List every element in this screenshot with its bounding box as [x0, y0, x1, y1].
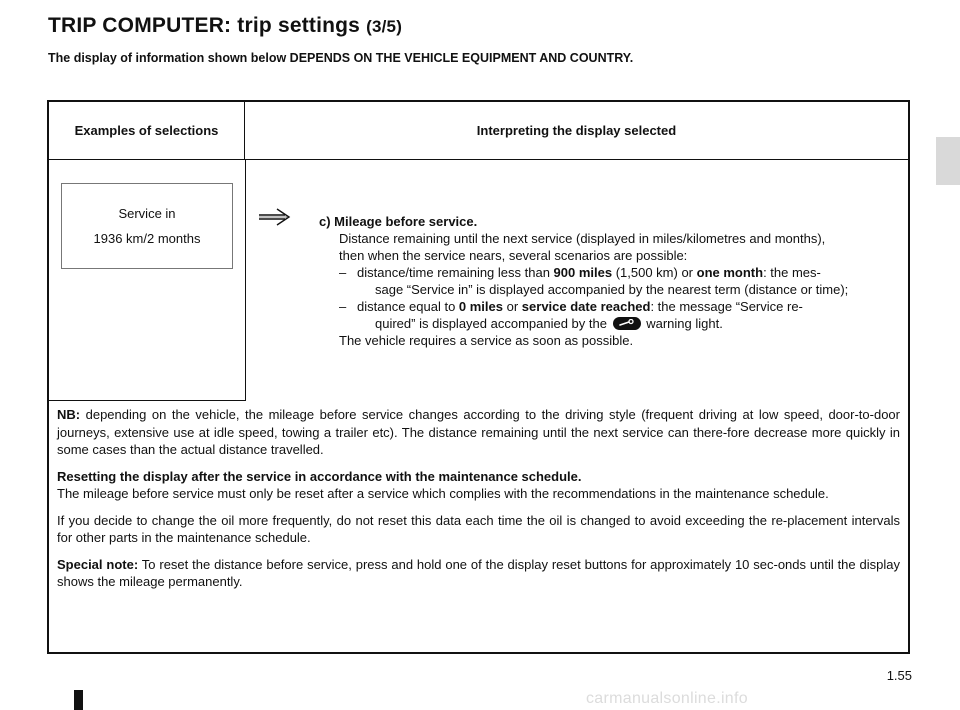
interpretation-content [319, 213, 909, 349]
intro-line-1: Distance remaining until the next service (displayed in miles/kilometres and months), [339, 231, 826, 246]
nb-text: depending on the vehicle, the mileage before service changes according to the driving style (frequent driving at low speed, door-to-door journeys, extensive use at idle speed, towing a trailer etc). The distance remaining until the next service can there-fore decrease more quickly in some cases than the actual distance travelled. [57, 407, 900, 457]
page-number: 1.55 [886, 668, 912, 683]
cell-bottom-border [49, 400, 246, 401]
reset-text: The mileage before service must only be reset after a service which complies with the recommendations in the maintenance schedule. [57, 486, 829, 501]
bullet-2-continuation [357, 315, 909, 332]
closing-line: The vehicle requires a service as soon as possible. [339, 333, 634, 348]
page-title [48, 14, 402, 38]
corner-marker [74, 690, 83, 710]
bullet-2-cont-post: warning light. [642, 316, 723, 331]
nb-label: NB: [57, 407, 81, 422]
display-screen-example [61, 183, 233, 269]
bullet-dash: – [339, 265, 347, 280]
bullet-1-continuation: sage “Service in” is displayed accompanied by the nearest term (distance or time); [375, 282, 849, 297]
nb-paragraph [57, 406, 900, 459]
display-line-2: 1936 km/2 months [93, 231, 201, 246]
col-header-selections: Examples of selections [49, 102, 245, 159]
reset-paragraph [57, 468, 900, 503]
item-heading: c) Mileage before service. [319, 214, 478, 229]
bullet-2-pre: distance equal to [357, 299, 459, 314]
bullet-1-time: one month [696, 265, 764, 280]
double-arrow-icon [257, 207, 299, 229]
page-subtitle: The display of information shown below DEPENDS ON THE VEHICLE EQUIPMENT AND COUNTRY. [48, 51, 634, 65]
bullet-1-post: : the mes- [763, 265, 821, 280]
bullet-1-distance: 900 miles [553, 265, 613, 280]
bullet-item-1 [319, 264, 909, 298]
reset-heading: Resetting the display after the service in accordance with the maintenance schedule. [57, 468, 582, 484]
bullet-item-2 [319, 298, 909, 332]
bullet-2-post: : the message “Service re- [650, 299, 803, 314]
col-header-interpretation: Interpreting the display selected [476, 123, 677, 138]
bullet-1-pre: distance/time remaining less than [357, 265, 554, 280]
bullet-2-cont-pre: quired” is displayed accompanied by the [375, 316, 611, 331]
notes-section [57, 406, 900, 600]
bullet-dash: – [339, 299, 347, 314]
bullet-2-distance: 0 miles [458, 299, 503, 314]
bullet-1-mid: (1,500 km) or [612, 265, 697, 280]
column-divider [245, 159, 246, 401]
bullet-2-mid: or [503, 299, 522, 314]
table-header-row [49, 102, 908, 160]
service-wrench-icon [613, 317, 641, 330]
page-part: (3/5) [366, 17, 403, 36]
special-note-text: To reset the distance before service, press and hold one of the display reset buttons for approximately 10 sec-onds until the display shows the mileage permanently. [57, 556, 900, 589]
chapter-tab [936, 137, 960, 185]
intro-line-2: then when the service nears, several scenarios are possible: [339, 248, 688, 263]
special-note-paragraph [57, 556, 900, 591]
page-title-text: TRIP COMPUTER: trip settings [48, 14, 361, 37]
info-table [47, 100, 910, 654]
watermark-text: carmanualsonline.info [586, 690, 748, 707]
oil-paragraph: If you decide to change the oil more frequently, do not reset this data each time the oil is changed to avoid exceeding the re-placement intervals for other parts in the maintenance schedule. [57, 512, 900, 545]
display-line-1: Service in [118, 206, 176, 221]
special-note-label: Special note: [57, 556, 139, 572]
bullet-2-date: service date reached [521, 299, 651, 314]
